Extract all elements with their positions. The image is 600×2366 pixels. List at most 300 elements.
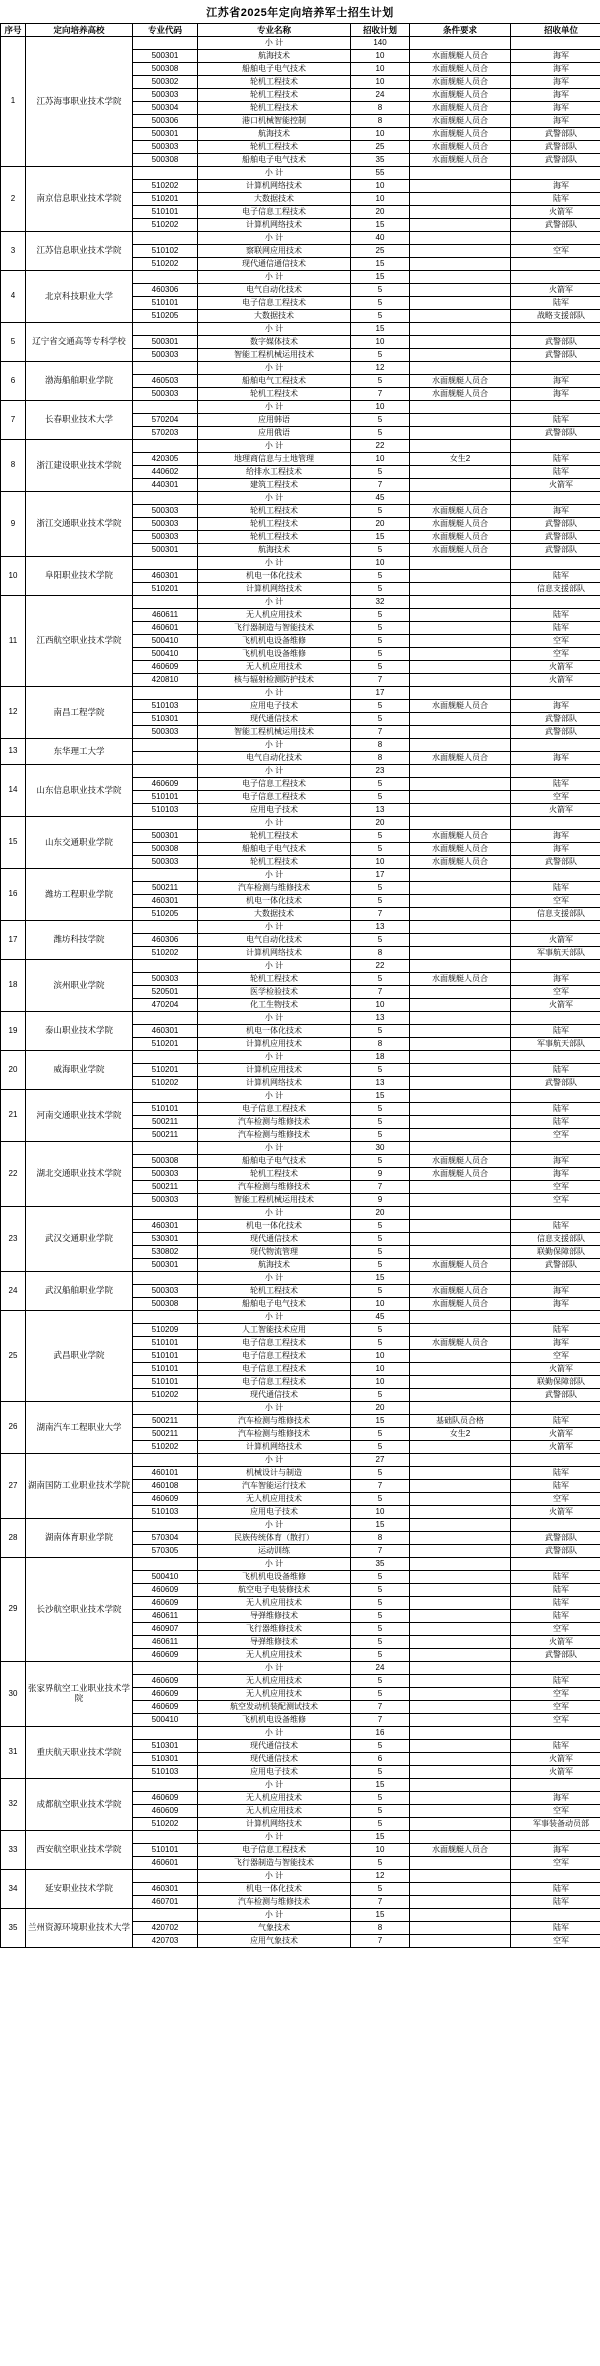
condition <box>410 1038 511 1051</box>
subtotal-unit <box>511 1090 600 1103</box>
plan-count: 5 <box>351 791 410 804</box>
major-code: 500308 <box>133 843 198 856</box>
condition: 水面舰艇人员合 <box>410 830 511 843</box>
subtotal-unit <box>511 869 600 882</box>
row-school: 山东信息职业技术学院 <box>26 765 133 817</box>
recruit-unit: 陆军 <box>511 609 600 622</box>
recruit-unit: 海军 <box>511 1168 600 1181</box>
major-name: 无人机应用技术 <box>198 1597 351 1610</box>
plan-count: 10 <box>351 1298 410 1311</box>
plan-count: 5 <box>351 1259 410 1272</box>
row-school: 江西航空职业技术学院 <box>26 596 133 687</box>
recruit-unit: 武警部队 <box>511 349 600 362</box>
subtotal-unit <box>511 1727 600 1740</box>
plan-count: 5 <box>351 1675 410 1688</box>
subtotal-code <box>133 492 198 505</box>
major-name: 察联网应用技术 <box>198 245 351 258</box>
row-school: 湖南国防工业职业技术学院 <box>26 1454 133 1519</box>
subtotal-plan: 27 <box>351 1454 410 1467</box>
major-name: 计算机应用技术 <box>198 1064 351 1077</box>
major-code: 510205 <box>133 310 198 323</box>
major-code: 460611 <box>133 609 198 622</box>
recruit-unit: 武警部队 <box>511 427 600 440</box>
major-name: 大数据技术 <box>198 193 351 206</box>
subtotal-plan: 12 <box>351 362 410 375</box>
subtotal-code <box>133 1142 198 1155</box>
plan-count: 5 <box>351 622 410 635</box>
row-school: 浙江交通职业技术学院 <box>26 492 133 557</box>
table-row <box>1 739 600 752</box>
major-name: 飞机机电设备维修 <box>198 648 351 661</box>
major-code: 500303 <box>133 518 198 531</box>
col-major-code: 专业代码 <box>133 24 198 37</box>
major-code: 500303 <box>133 1168 198 1181</box>
table-row <box>1 1831 600 1844</box>
subtotal-condition <box>410 596 511 609</box>
major-code: 500301 <box>133 1259 198 1272</box>
major-name: 计算机网络技术 <box>198 583 351 596</box>
table-row <box>1 1142 600 1155</box>
recruit-unit: 武警部队 <box>511 1649 600 1662</box>
subtotal-condition <box>410 401 511 414</box>
row-school: 北京科技职业大学 <box>26 271 133 323</box>
major-name: 飞行器维修技术 <box>198 1623 351 1636</box>
major-code: 460609 <box>133 1792 198 1805</box>
recruit-unit: 海军 <box>511 1792 600 1805</box>
subtotal-label: 小 计 <box>198 1272 351 1285</box>
major-code: 440602 <box>133 466 198 479</box>
recruit-unit: 陆军 <box>511 1103 600 1116</box>
major-name: 导弹维修技术 <box>198 1610 351 1623</box>
table-head <box>1 24 600 37</box>
recruit-unit: 联勤保障部队 <box>511 1246 600 1259</box>
condition <box>410 1324 511 1337</box>
condition <box>410 1467 511 1480</box>
major-name: 轮机工程技术 <box>198 1168 351 1181</box>
major-name: 智能工程机械运用技术 <box>198 1194 351 1207</box>
condition <box>410 1532 511 1545</box>
row-school: 威海职业学院 <box>26 1051 133 1090</box>
condition: 水面舰艇人员合 <box>410 50 511 63</box>
condition <box>410 1194 511 1207</box>
recruit-unit: 陆军 <box>511 1610 600 1623</box>
recruit-unit: 空军 <box>511 1350 600 1363</box>
recruit-unit: 陆军 <box>511 1467 600 1480</box>
major-name: 船舶电子电气技术 <box>198 154 351 167</box>
recruit-unit: 军事装备动员部 <box>511 1818 600 1831</box>
major-name: 智能工程机械运用技术 <box>198 349 351 362</box>
subtotal-code <box>133 1311 198 1324</box>
plan-count: 5 <box>351 1571 410 1584</box>
subtotal-label: 小 计 <box>198 1831 351 1844</box>
recruit-unit: 海军 <box>511 700 600 713</box>
recruit-unit: 陆军 <box>511 1740 600 1753</box>
recruit-unit: 武警部队 <box>511 128 600 141</box>
subtotal-code <box>133 869 198 882</box>
condition <box>410 297 511 310</box>
major-code: 510201 <box>133 583 198 596</box>
subtotal-label: 小 计 <box>198 817 351 830</box>
recruit-unit: 军事航天部队 <box>511 947 600 960</box>
subtotal-plan: 16 <box>351 1727 410 1740</box>
plan-count: 5 <box>351 1649 410 1662</box>
plan-count: 10 <box>351 999 410 1012</box>
plan-count: 5 <box>351 1129 410 1142</box>
major-code: 460609 <box>133 1493 198 1506</box>
plan-count: 5 <box>351 1636 410 1649</box>
recruit-unit: 火箭军 <box>511 1363 600 1376</box>
plan-count: 5 <box>351 427 410 440</box>
subtotal-unit <box>511 440 600 453</box>
condition <box>410 583 511 596</box>
major-code: 460609 <box>133 778 198 791</box>
plan-count: 5 <box>351 635 410 648</box>
major-code: 500303 <box>133 856 198 869</box>
condition <box>410 1545 511 1558</box>
table-row <box>1 440 600 453</box>
condition <box>410 1935 511 1948</box>
recruit-unit: 空军 <box>511 635 600 648</box>
table-row <box>1 765 600 778</box>
condition: 水面舰艇人员合 <box>410 375 511 388</box>
condition: 基础队员合格 <box>410 1415 511 1428</box>
subtotal-plan: 17 <box>351 687 410 700</box>
subtotal-condition <box>410 1779 511 1792</box>
recruit-unit: 火箭军 <box>511 999 600 1012</box>
table-row <box>1 1272 600 1285</box>
recruit-unit: 武警部队 <box>511 336 600 349</box>
major-code: 510202 <box>133 1818 198 1831</box>
page-title: 江苏省2025年定向培养军士招生计划 <box>206 7 394 19</box>
recruit-unit: 空军 <box>511 895 600 908</box>
recruit-unit: 海军 <box>511 50 600 63</box>
subtotal-code <box>133 817 198 830</box>
subtotal-condition <box>410 440 511 453</box>
subtotal-plan: 13 <box>351 1012 410 1025</box>
plan-count: 5 <box>351 310 410 323</box>
recruit-unit: 空军 <box>511 1181 600 1194</box>
table-row <box>1 817 600 830</box>
subtotal-unit <box>511 1402 600 1415</box>
major-code: 460301 <box>133 1025 198 1038</box>
recruit-unit: 陆军 <box>511 466 600 479</box>
plan-count: 5 <box>351 284 410 297</box>
row-index: 11 <box>1 596 26 687</box>
table-row <box>1 1519 600 1532</box>
row-school: 浙江建设职业技术学院 <box>26 440 133 492</box>
plan-count: 10 <box>351 128 410 141</box>
subtotal-code <box>133 921 198 934</box>
subtotal-label: 小 计 <box>198 1727 351 1740</box>
condition <box>410 804 511 817</box>
recruit-unit: 陆军 <box>511 1883 600 1896</box>
major-code: 510202 <box>133 180 198 193</box>
plan-count: 5 <box>351 1818 410 1831</box>
major-code: 510202 <box>133 258 198 271</box>
major-code: 510201 <box>133 1038 198 1051</box>
plan-count: 5 <box>351 349 410 362</box>
condition <box>410 310 511 323</box>
plan-count: 10 <box>351 76 410 89</box>
row-index: 18 <box>1 960 26 1012</box>
recruit-unit: 武警部队 <box>511 1545 600 1558</box>
row-index: 2 <box>1 167 26 232</box>
major-name: 气象技术 <box>198 1922 351 1935</box>
subtotal-plan: 20 <box>351 1207 410 1220</box>
row-school: 武昌职业学院 <box>26 1311 133 1402</box>
major-code: 500303 <box>133 89 198 102</box>
major-code: 500410 <box>133 1714 198 1727</box>
row-index: 6 <box>1 362 26 401</box>
condition: 水面舰艇人员合 <box>410 115 511 128</box>
condition <box>410 1077 511 1090</box>
major-code: 500301 <box>133 830 198 843</box>
recruit-unit: 陆军 <box>511 1116 600 1129</box>
condition <box>410 427 511 440</box>
major-name: 船舶电气工程技术 <box>198 375 351 388</box>
plan-count: 10 <box>351 1363 410 1376</box>
recruit-unit: 陆军 <box>511 622 600 635</box>
condition <box>410 1233 511 1246</box>
row-index: 31 <box>1 1727 26 1779</box>
subtotal-plan: 30 <box>351 1142 410 1155</box>
row-school: 南昌工程学院 <box>26 687 133 739</box>
condition <box>410 1597 511 1610</box>
plan-count: 7 <box>351 479 410 492</box>
row-index: 13 <box>1 739 26 765</box>
condition: 水面舰艇人员合 <box>410 102 511 115</box>
subtotal-plan: 8 <box>351 739 410 752</box>
subtotal-label: 小 计 <box>198 1870 351 1883</box>
recruit-unit: 陆军 <box>511 1064 600 1077</box>
condition: 水面舰艇人员合 <box>410 1337 511 1350</box>
recruit-unit: 空军 <box>511 1688 600 1701</box>
major-code: 520501 <box>133 986 198 999</box>
condition: 水面舰艇人员合 <box>410 700 511 713</box>
plan-count: 10 <box>351 336 410 349</box>
row-index: 21 <box>1 1090 26 1142</box>
major-code: 510103 <box>133 700 198 713</box>
major-name: 机电一体化技术 <box>198 570 351 583</box>
subtotal-plan: 13 <box>351 921 410 934</box>
major-code <box>133 752 198 765</box>
recruit-unit: 陆军 <box>511 453 600 466</box>
recruit-unit: 联勤保障部队 <box>511 1376 600 1389</box>
recruit-unit: 空军 <box>511 1714 600 1727</box>
condition <box>410 1649 511 1662</box>
major-code: 500410 <box>133 635 198 648</box>
condition <box>410 1103 511 1116</box>
major-name: 机械设计与制造 <box>198 1467 351 1480</box>
subtotal-plan: 15 <box>351 1272 410 1285</box>
plan-count: 5 <box>351 1857 410 1870</box>
major-code: 510201 <box>133 1064 198 1077</box>
plan-count: 10 <box>351 180 410 193</box>
row-school: 兰州资源环境职业技术大学 <box>26 1909 133 1948</box>
condition <box>410 1818 511 1831</box>
major-code: 500303 <box>133 141 198 154</box>
plan-count: 5 <box>351 1584 410 1597</box>
subtotal-unit <box>511 687 600 700</box>
plan-count: 10 <box>351 1844 410 1857</box>
plan-count: 5 <box>351 1103 410 1116</box>
condition <box>410 661 511 674</box>
subtotal-unit <box>511 1272 600 1285</box>
recruit-unit: 空军 <box>511 245 600 258</box>
condition <box>410 284 511 297</box>
condition <box>410 414 511 427</box>
major-code: 500308 <box>133 1155 198 1168</box>
subtotal-unit <box>511 1779 600 1792</box>
major-name: 电气自动化技术 <box>198 752 351 765</box>
table-header-row <box>1 24 600 37</box>
condition <box>410 1116 511 1129</box>
plan-count: 5 <box>351 700 410 713</box>
major-name: 无人机应用技术 <box>198 1675 351 1688</box>
recruit-unit: 武警部队 <box>511 856 600 869</box>
subtotal-plan: 15 <box>351 1519 410 1532</box>
condition: 水面舰艇人员合 <box>410 128 511 141</box>
subtotal-label: 小 计 <box>198 1012 351 1025</box>
major-code: 530802 <box>133 1246 198 1259</box>
condition <box>410 1584 511 1597</box>
major-name: 航海技术 <box>198 50 351 63</box>
subtotal-label: 小 计 <box>198 401 351 414</box>
subtotal-label: 小 计 <box>198 687 351 700</box>
row-index: 35 <box>1 1909 26 1948</box>
recruit-unit: 海军 <box>511 1298 600 1311</box>
recruit-unit: 海军 <box>511 843 600 856</box>
condition <box>410 1025 511 1038</box>
subtotal-unit <box>511 323 600 336</box>
major-name: 现代通信技术 <box>198 713 351 726</box>
major-name: 医学检验技术 <box>198 986 351 999</box>
major-code: 510103 <box>133 804 198 817</box>
condition <box>410 1610 511 1623</box>
subtotal-plan: 15 <box>351 271 410 284</box>
subtotal-label: 小 计 <box>198 1779 351 1792</box>
subtotal-code <box>133 739 198 752</box>
major-name: 船舶电子电气技术 <box>198 63 351 76</box>
recruit-unit <box>511 258 600 271</box>
major-code: 460611 <box>133 1610 198 1623</box>
subtotal-unit <box>511 1519 600 1532</box>
subtotal-plan: 40 <box>351 232 410 245</box>
recruit-unit: 陆军 <box>511 1025 600 1038</box>
row-index: 4 <box>1 271 26 323</box>
major-name: 计算机应用技术 <box>198 1038 351 1051</box>
major-code: 510301 <box>133 1753 198 1766</box>
condition: 水面舰艇人员合 <box>410 154 511 167</box>
condition <box>410 934 511 947</box>
recruit-unit: 陆军 <box>511 1571 600 1584</box>
major-code: 500410 <box>133 648 198 661</box>
subtotal-unit <box>511 921 600 934</box>
plan-count: 5 <box>351 1389 410 1402</box>
plan-count: 7 <box>351 1545 410 1558</box>
recruit-unit: 武警部队 <box>511 726 600 739</box>
subtotal-label: 小 计 <box>198 765 351 778</box>
condition: 水面舰艇人员合 <box>410 1298 511 1311</box>
condition <box>410 713 511 726</box>
table-row <box>1 960 600 973</box>
condition <box>410 1181 511 1194</box>
major-code: 500303 <box>133 726 198 739</box>
major-code: 510209 <box>133 1324 198 1337</box>
condition <box>410 245 511 258</box>
recruit-unit: 武警部队 <box>511 713 600 726</box>
major-name: 现代通信技术 <box>198 1233 351 1246</box>
subtotal-plan: 15 <box>351 323 410 336</box>
major-code: 460609 <box>133 661 198 674</box>
major-name: 无人机应用技术 <box>198 1493 351 1506</box>
condition: 水面舰艇人员合 <box>410 388 511 401</box>
row-index: 23 <box>1 1207 26 1272</box>
row-index: 3 <box>1 232 26 271</box>
plan-count: 7 <box>351 986 410 999</box>
major-code: 510101 <box>133 1844 198 1857</box>
subtotal-condition <box>410 739 511 752</box>
table-row <box>1 232 600 245</box>
subtotal-condition <box>410 1519 511 1532</box>
row-index: 30 <box>1 1662 26 1727</box>
major-code: 510202 <box>133 947 198 960</box>
major-name: 无人机应用技术 <box>198 1792 351 1805</box>
recruit-unit: 空军 <box>511 1935 600 1948</box>
plan-count: 7 <box>351 1480 410 1493</box>
subtotal-code <box>133 1831 198 1844</box>
major-name: 船舶电子电气技术 <box>198 1298 351 1311</box>
major-name: 给排水工程技术 <box>198 466 351 479</box>
condition <box>410 1350 511 1363</box>
major-name: 电子信息工程技术 <box>198 297 351 310</box>
recruit-unit: 火箭军 <box>511 804 600 817</box>
table-row <box>1 1454 600 1467</box>
row-index: 20 <box>1 1051 26 1090</box>
col-index: 序号 <box>1 24 26 37</box>
recruit-unit: 空军 <box>511 1493 600 1506</box>
major-code: 510301 <box>133 713 198 726</box>
subtotal-code <box>133 1012 198 1025</box>
major-code: 500211 <box>133 1116 198 1129</box>
row-school: 潍坊工程职业学院 <box>26 869 133 921</box>
subtotal-plan: 10 <box>351 557 410 570</box>
major-name: 现代物流管理 <box>198 1246 351 1259</box>
row-index: 22 <box>1 1142 26 1207</box>
recruit-unit: 海军 <box>511 1337 600 1350</box>
recruit-unit: 陆军 <box>511 297 600 310</box>
major-name: 应用韩语 <box>198 414 351 427</box>
major-name: 汽车智能运行技术 <box>198 1480 351 1493</box>
major-code: 500308 <box>133 1298 198 1311</box>
subtotal-condition <box>410 921 511 934</box>
row-school: 江苏海事职业技术学院 <box>26 37 133 167</box>
major-name: 轮机工程技术 <box>198 1285 351 1298</box>
major-name: 应用电子技术 <box>198 1506 351 1519</box>
major-code: 500211 <box>133 882 198 895</box>
table-row <box>1 1558 600 1571</box>
plan-count: 7 <box>351 1896 410 1909</box>
row-index: 17 <box>1 921 26 960</box>
recruit-unit: 海军 <box>511 89 600 102</box>
major-code: 460301 <box>133 895 198 908</box>
subtotal-condition <box>410 1142 511 1155</box>
subtotal-plan: 20 <box>351 817 410 830</box>
major-code: 510101 <box>133 1363 198 1376</box>
major-code: 510101 <box>133 1103 198 1116</box>
row-index: 15 <box>1 817 26 869</box>
major-name: 汽车检测与维修技术 <box>198 1181 351 1194</box>
